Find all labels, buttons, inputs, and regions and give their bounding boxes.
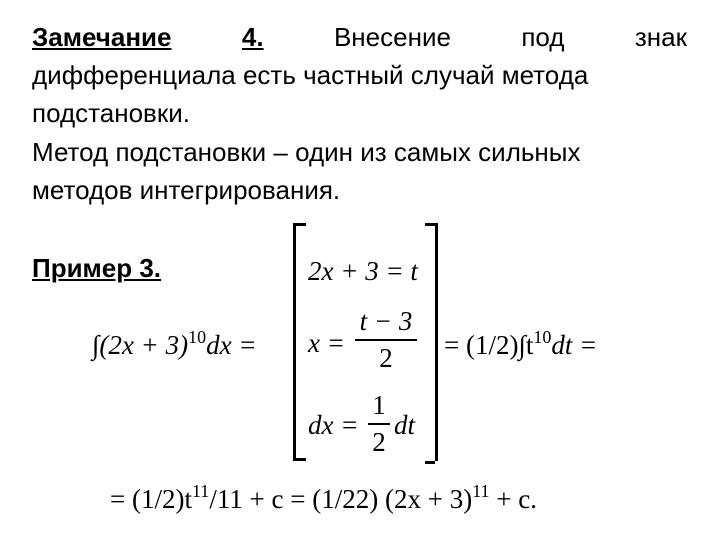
- sub-x-numerator: t − 3: [359, 306, 413, 336]
- rhs-dt: dt =: [551, 330, 598, 360]
- remark-line-5: методов интегрирования.: [32, 175, 341, 205]
- remark-line-3: подстановки.: [32, 98, 190, 128]
- sub-dx-denominator: 2: [372, 427, 386, 457]
- remark-number: 4.: [241, 22, 264, 52]
- result-part-c: + c.: [489, 484, 538, 514]
- sub-line-1: [308, 256, 418, 286]
- sub-x-lhs: [308, 328, 345, 358]
- example-label: Пример 3.: [32, 253, 162, 283]
- sub-eq-1: 2x + 3 = t: [308, 256, 418, 286]
- sub-x-label: x =: [308, 328, 345, 358]
- remark-label: Замечание: [32, 22, 172, 52]
- sub-dx-label: dx =: [308, 410, 359, 440]
- result-power-1: 11: [191, 481, 210, 501]
- sub-x-fraction: [355, 306, 417, 374]
- sub-dx-fraction: [368, 390, 390, 458]
- sub-dx-rhs: [394, 410, 415, 440]
- sub-x-denominator: 2: [379, 343, 393, 373]
- remark-line-1: [32, 22, 687, 52]
- remark-line-4: Метод подстановки – один из самых сильных: [32, 137, 581, 167]
- dx-eq: dx =: [206, 330, 257, 360]
- remark-word: под: [521, 22, 565, 52]
- remark-word: знак: [634, 22, 687, 52]
- rhs-expr: = (1/2)∫t: [444, 330, 534, 360]
- sub-dt: dt: [394, 410, 416, 440]
- remark-line-2: дифференциала есть частный случай метода: [32, 60, 589, 90]
- sub-dx-lhs: [308, 410, 358, 440]
- power-10: 10: [188, 327, 207, 347]
- integral-expr: ∫(2x + 3): [92, 330, 189, 360]
- result-power-2: 11: [472, 481, 490, 501]
- result-part-b: /11 + c = (1/22) (2x + 3): [209, 484, 473, 514]
- result-line: [110, 481, 538, 514]
- result-part-a: = (1/2)t: [110, 484, 192, 514]
- rhs-integral: [444, 327, 598, 360]
- rhs-power: 10: [533, 327, 552, 347]
- sub-dx-numerator: 1: [372, 390, 386, 420]
- integral-lhs: [92, 327, 257, 360]
- remark-word: Внесение: [333, 22, 451, 52]
